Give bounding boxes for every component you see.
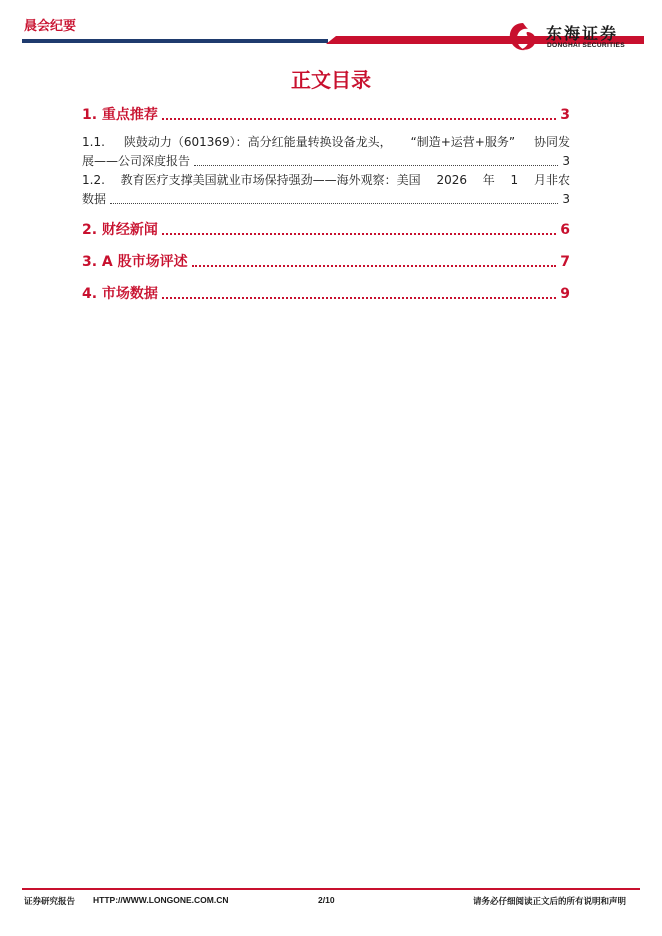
toc-subentry-number: 1.2. [82, 173, 105, 187]
toc-entry-a-share-review[interactable] [82, 247, 570, 272]
toc-entry-label: 1. 重点推荐 [82, 107, 158, 123]
toc-subentry-text-part: 教育医疗支撑美国就业市场保持强劲——海外观察：美国 [120, 173, 421, 187]
toc-leader-dots [192, 265, 557, 267]
toc-subentry-us-employment[interactable] [82, 171, 570, 209]
toc-leader-dots [162, 233, 556, 235]
toc-subentry-text-part: “制造+运营+服务” [410, 135, 516, 149]
toc-entry-page: 3 [560, 107, 570, 123]
toc-subentry-second-line [82, 190, 570, 209]
toc-subentry-text-part: 月非农 [533, 173, 570, 187]
toc-entry-market-data[interactable] [82, 279, 570, 304]
toc-leader-dots [162, 297, 556, 299]
footer-disclaimer: 请务必仔细阅读正文后的所有说明和声明 [473, 896, 627, 906]
toc-subentry-first-line [82, 171, 570, 190]
toc-subentry-number: 1.1. [82, 135, 105, 149]
toc-subentry-page: 3 [562, 154, 570, 168]
footer-website-link[interactable]: HTTP://WWW.LONGONE.COM.CN [93, 895, 229, 905]
logo-chinese-text: 东海证券 [546, 24, 619, 43]
donghai-logo-icon [506, 20, 540, 54]
toc-entry-page: 9 [560, 286, 570, 302]
toc-leader-dots [162, 118, 556, 120]
toc-leader-dots [194, 165, 558, 166]
toc-subentry-text-continued: 数据 [82, 192, 107, 206]
toc-entry-label: 4. 市场数据 [82, 286, 158, 302]
toc-entry-key-recommendations[interactable] [82, 100, 570, 125]
toc-entry-financial-news[interactable] [82, 215, 570, 240]
toc-subentry-second-line [82, 152, 570, 171]
footer-rule [22, 888, 640, 890]
toc-subentry-shaangu-power[interactable] [82, 133, 570, 171]
toc-title: 正文目录 [291, 68, 371, 92]
logo-english-text: DONGHAI SECURITIES [547, 42, 625, 49]
toc-subentry-text-part: 2026 [436, 173, 467, 187]
toc-entry-label: 2. 财经新闻 [82, 222, 158, 238]
footer-report-label: 证券研究报告 [24, 896, 76, 906]
toc-subentry-first-line [82, 133, 570, 152]
toc-leader-dots [110, 203, 558, 204]
company-logo [506, 20, 636, 54]
header-rule-blue [22, 39, 328, 43]
toc-entry-label: 3. A 股市场评述 [82, 254, 188, 270]
toc-subentry-text-part: 年 [482, 173, 495, 187]
toc-subentry-text-continued: 展——公司深度报告 [82, 154, 191, 168]
toc-subentry-text-part: 协同发 [533, 135, 570, 149]
toc-subentry-page: 3 [562, 192, 570, 206]
footer-page-indicator: 2/10 [318, 895, 335, 905]
toc-entry-page: 6 [560, 222, 570, 238]
toc-subentry-text-part: 1 [510, 173, 519, 187]
toc-entry-page: 7 [560, 254, 570, 270]
table-of-contents [82, 100, 570, 304]
toc-subentry-text-part: 陕鼓动力（601369）：高分红能量转换设备龙头， [123, 135, 392, 149]
report-type-label: 晨会纪要 [24, 19, 77, 34]
